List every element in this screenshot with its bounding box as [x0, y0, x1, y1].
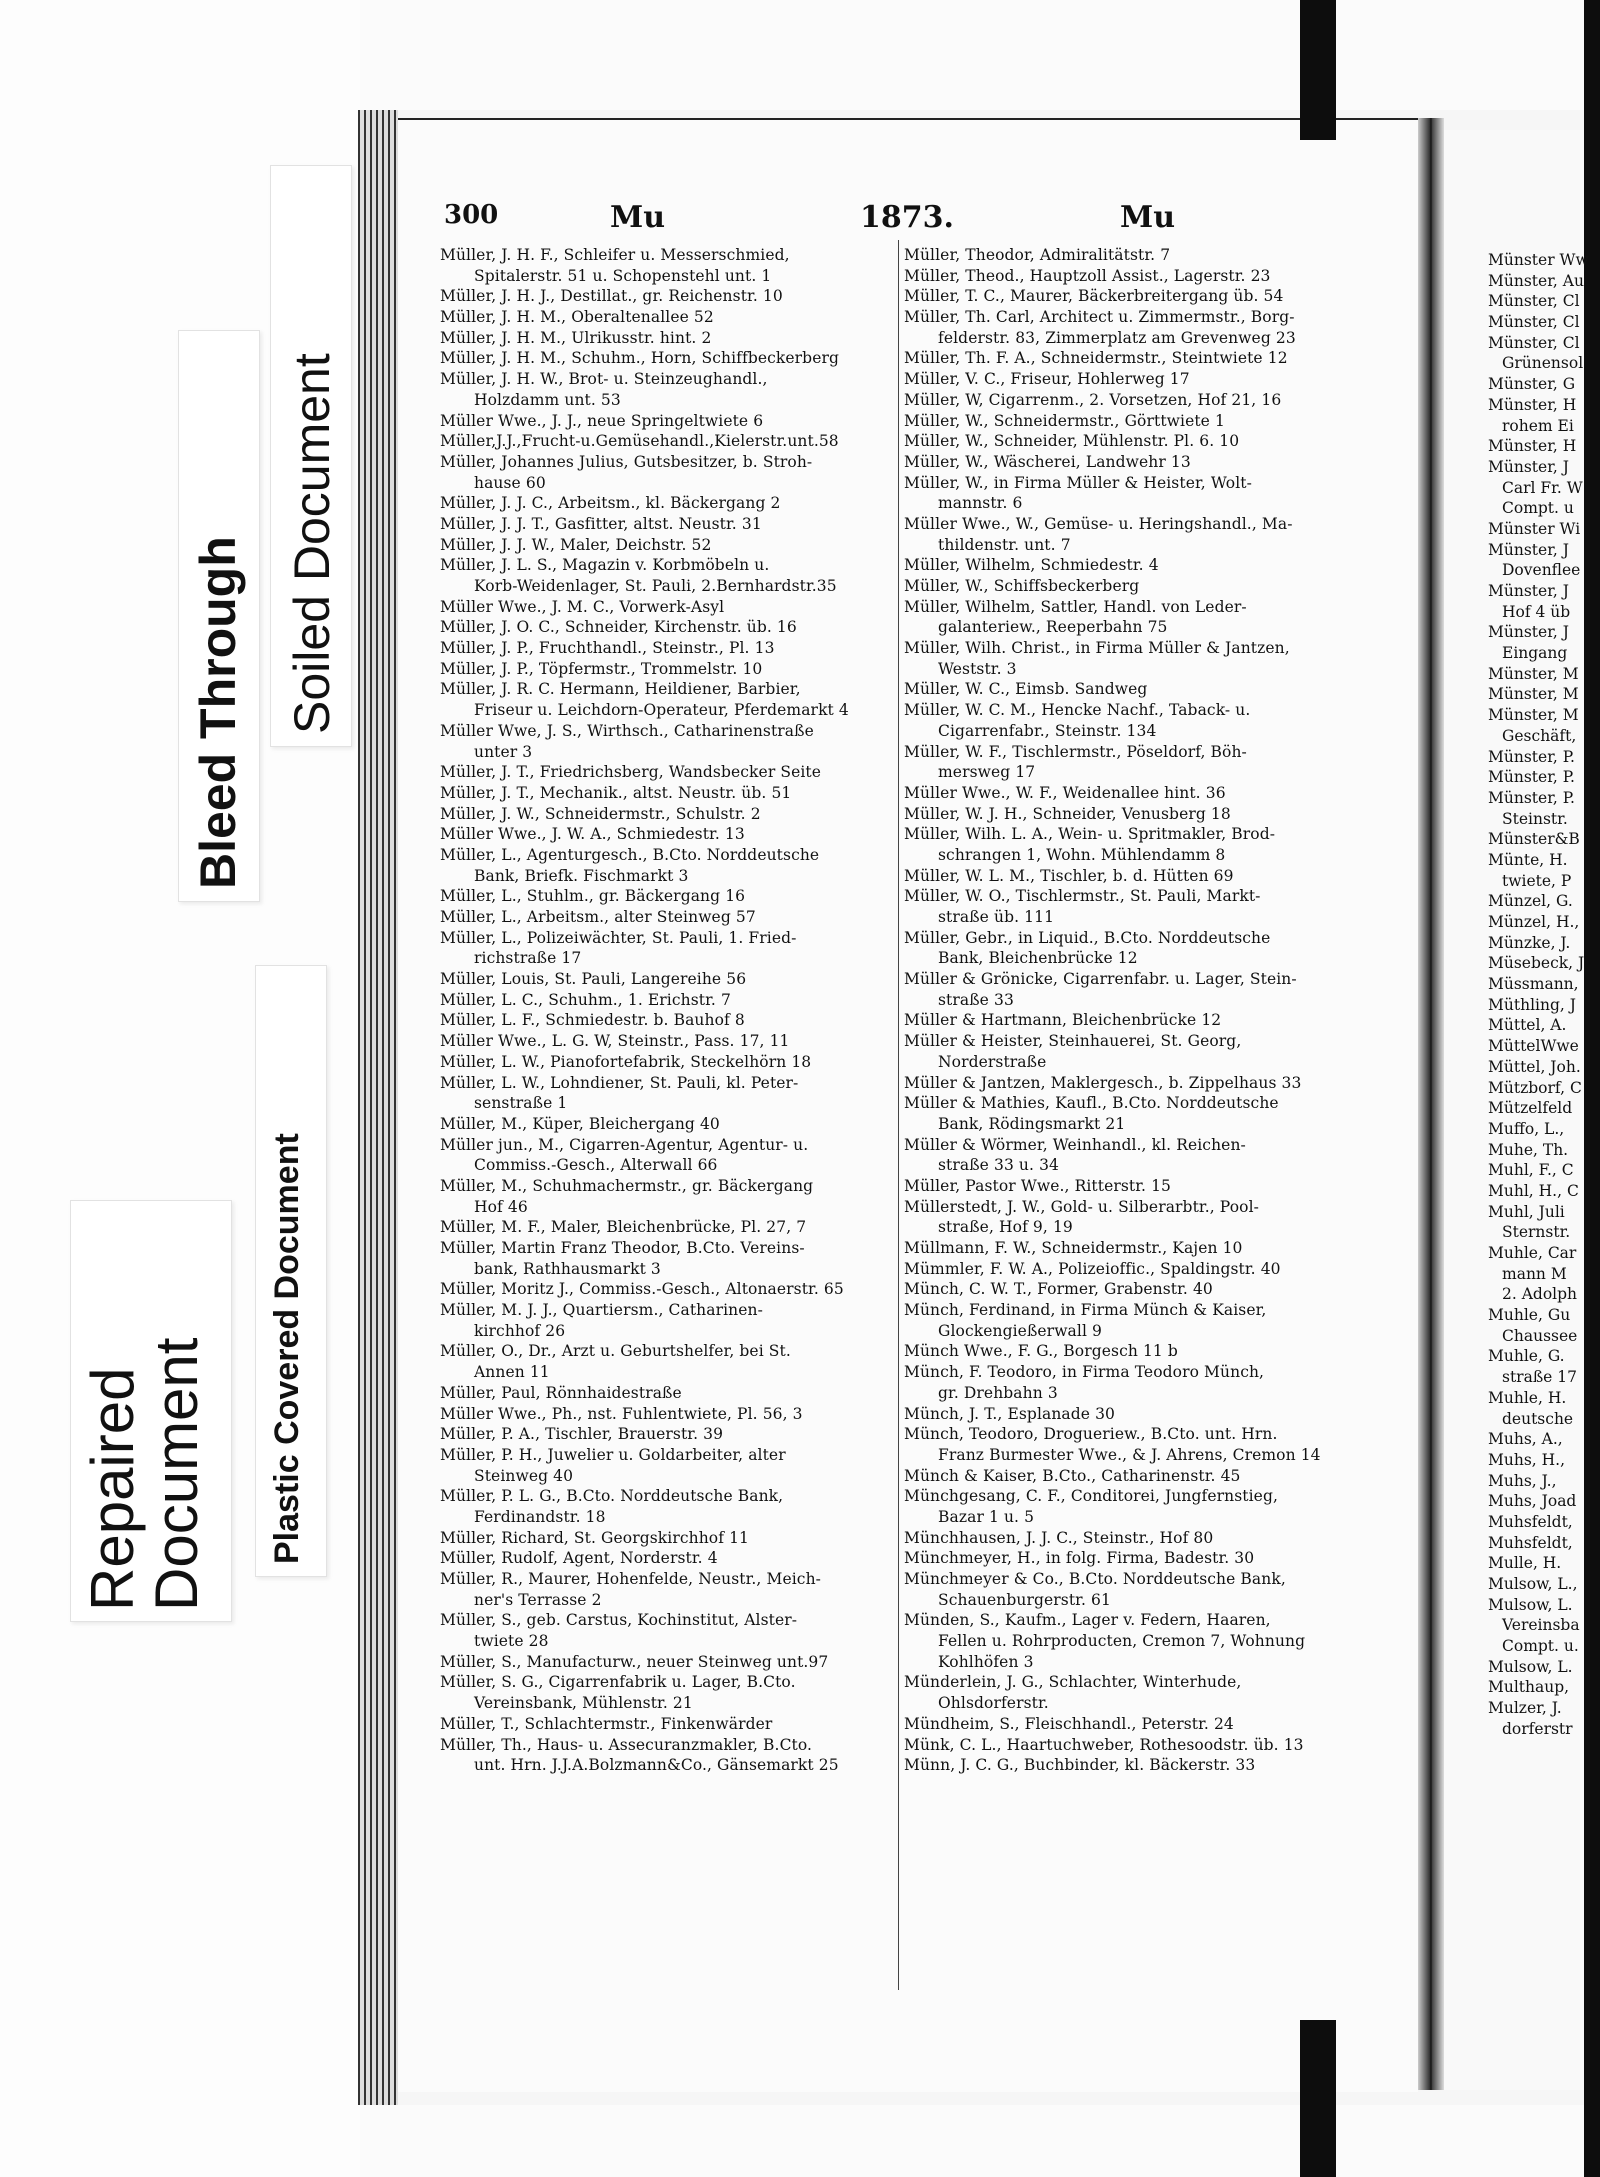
entry-continuation: Glockengießerwall 9: [938, 1321, 1102, 1340]
directory-entry: Müller, J. P., Töpfermstr., Trommelstr. 10: [440, 659, 763, 678]
entry-continuation: Steinweg 40: [474, 1466, 574, 1485]
left-column: [440, 245, 894, 1776]
entry-continuation: Vereinsbank, Mühlenstr. 21: [474, 1694, 693, 1713]
bleed-through-card: [178, 330, 260, 902]
directory-entry: Müller, J. H. M., Oberaltenallee 52: [440, 308, 714, 327]
directory-entry: Müller, W., in Firma Müller & Heister, Wolt-: [904, 473, 1252, 492]
directory-entry: Münchmeyer, H., in folg. Firma, Badestr. 30: [904, 1549, 1255, 1568]
entry-continuation: ner's Terrasse 2: [474, 1590, 602, 1609]
directory-entry: Müller, T. C., Maurer, Bäckerbreitergang üb. 54: [904, 287, 1284, 306]
entry-continuation: Bank, Bleichenbrücke 12: [938, 949, 1138, 968]
entry-continuation: Carl Fr. W: [1502, 478, 1583, 497]
entry-continuation: unter 3: [474, 742, 533, 761]
entry-continuation: schrangen 1, Wohn. Mühlendamm 8: [938, 845, 1226, 864]
directory-entry: Müller, J. H. F., Schleifer u. Messerschmied,: [440, 246, 790, 264]
directory-entry: Müller, J. O. C., Schneider, Kirchenstr. üb. 16: [440, 618, 797, 637]
entry-continuation: Commiss.-Gesch., Alterwall 66: [474, 1156, 718, 1175]
directory-entry: Müller, W, Cigarrenm., 2. Vorsetzen, Hof 21, 16: [904, 390, 1282, 409]
directory-entry: Müller, L., Agenturgesch., B.Cto. Norddeutsche: [440, 845, 820, 864]
directory-entry: Muhle, Car: [1488, 1244, 1577, 1262]
plastic-covered-document-label: Plastic Covered Document: [268, 1133, 306, 1564]
directory-entry: Müller & Mathies, Kaufl., B.Cto. Norddeutsche: [904, 1094, 1279, 1113]
directory-entry: Münch, C. W. T., Former, Grabenstr. 40: [904, 1280, 1213, 1299]
directory-entry: Münch & Kaiser, B.Cto., Catharinenstr. 45: [904, 1466, 1241, 1485]
entry-continuation: 2. Adolph: [1502, 1285, 1578, 1304]
directory-entry: Müller, Wilhelm, Schmiedestr. 4: [904, 556, 1159, 575]
entry-continuation: Friseur u. Leichdorn-Operateur, Pferdemarkt 4: [474, 701, 849, 720]
entry-continuation: Eingang: [1502, 644, 1568, 663]
entry-continuation: mann M: [1502, 1264, 1567, 1283]
entry-continuation: Bank, Briefk. Fischmarkt 3: [474, 866, 689, 885]
directory-entry: Müller, Johannes Julius, Gutsbesitzer, b. Stroh-: [440, 452, 813, 471]
directory-entry: Mulsow, L.: [1488, 1657, 1573, 1676]
directory-entry: Müller, W., Schneider, Mühlenstr. Pl. 6. 10: [904, 432, 1240, 451]
directory-entry: Muhs, H.,: [1488, 1450, 1566, 1469]
directory-entry: Müller, S., geb. Carstus, Kochinstitut, Alster-: [440, 1611, 798, 1630]
entry-continuation: Steinstr.: [1502, 809, 1568, 828]
directory-entry: Münster, Cl: [1488, 333, 1580, 352]
directory-entry: Müller, S., Manufacturw., neuer Steinweg unt.97: [440, 1652, 829, 1671]
directory-entry: Mulsow, L.: [1488, 1595, 1573, 1614]
directory-entry: Müssmann,: [1488, 975, 1579, 994]
directory-entry: Müller, L. F., Schmiedestr. b. Bauhof 8: [440, 1011, 745, 1030]
directory-entry: Münster, P.: [1488, 788, 1575, 807]
entry-continuation: thildenstr. unt. 7: [938, 535, 1071, 554]
directory-entry: Müller, Theod., Hauptzoll Assist., Lagerstr. 23: [904, 266, 1271, 285]
entry-continuation: Norderstraße: [938, 1052, 1047, 1071]
directory-entry: Müller, M. J. J., Quartiersm., Catharinen-: [440, 1301, 763, 1320]
directory-entry: Münchhausen, J. J. C., Steinstr., Hof 80: [904, 1528, 1214, 1547]
entry-continuation: gr. Drehbahn 3: [938, 1383, 1058, 1402]
directory-entry: Müller & Heister, Steinhauerei, St. Georg,: [904, 1032, 1242, 1051]
entry-continuation: Compt. u: [1502, 499, 1574, 518]
book-gutter: [1418, 118, 1444, 2090]
directory-entry: Münster, M: [1488, 706, 1579, 725]
entry-continuation: mannstr. 6: [938, 494, 1023, 513]
directory-entry: Münster, J: [1488, 457, 1569, 476]
directory-entry: Müller Wwe., Ph., nst. Fuhlentwiete, Pl. 56, 3: [440, 1404, 803, 1423]
directory-entry: Müller, J. R. C. Hermann, Heildiener, Barbier,: [440, 680, 801, 699]
right-margin-dark-strip-bottom: [1300, 2020, 1336, 2177]
directory-entry: Müller, Pastor Wwe., Ritterstr. 15: [904, 1176, 1172, 1195]
directory-entry: Müller, Louis, St. Pauli, Langereihe 56: [440, 970, 747, 989]
directory-entry: Müller, J. H. M., Ulrikusstr. hint. 2: [440, 328, 712, 347]
directory-entry: Müller, O., Dr., Arzt u. Geburtshelfer, bei St.: [440, 1342, 791, 1361]
directory-entry: Münster, Cl: [1488, 313, 1580, 332]
directory-entry: Müller & Wörmer, Weinhandl., kl. Reichen-: [904, 1135, 1246, 1154]
entry-continuation: twiete 28: [474, 1632, 549, 1651]
directory-entry: Münzel, G.: [1488, 892, 1573, 911]
directory-entry: Münster&B: [1488, 830, 1580, 849]
directory-entry: Münch, Ferdinand, in Firma Münch & Kaiser,: [904, 1301, 1267, 1320]
directory-entry: Müller, Wilh. Christ., in Firma Müller & Jantzen,: [904, 639, 1290, 658]
directory-entry: Müller Wwe., W., Gemüse- u. Heringshandl., Ma-: [904, 514, 1293, 533]
directory-entry: Müller Wwe., L. G. W, Steinstr., Pass. 17, 11: [440, 1032, 790, 1051]
directory-entry: Muhs, J.,: [1488, 1471, 1557, 1490]
directory-entry: Münster, P.: [1488, 747, 1575, 766]
directory-entry: Müller, J. W., Schneidermstr., Schulstr. 2: [440, 804, 761, 823]
directory-entry: Mützelfeld: [1488, 1099, 1573, 1118]
directory-entry: Münch, F. Teodoro, in Firma Teodoro Münch,: [904, 1363, 1265, 1382]
entry-continuation: bank, Rathhausmarkt 3: [474, 1259, 661, 1278]
entry-continuation: Chaussee: [1502, 1326, 1578, 1345]
directory-entry: Münchgesang, C. F., Conditorei, Jungfernstieg,: [904, 1487, 1279, 1506]
entry-continuation: felderstr. 83, Zimmerplatz am Grevenweg 23: [938, 328, 1296, 347]
soiled-document-card: [270, 165, 352, 747]
directory-entry: Multhaup,: [1488, 1678, 1570, 1697]
directory-entry: Münster, M: [1488, 685, 1579, 704]
directory-entry: Müller jun., M., Cigarren-Agentur, Agentur- u.: [440, 1135, 809, 1154]
entry-continuation: deutsche: [1502, 1409, 1574, 1428]
entry-continuation: straße, Hof 9, 19: [938, 1218, 1073, 1237]
entry-continuation: Dovenflee: [1502, 561, 1581, 580]
directory-entry: Münster Wi: [1488, 519, 1581, 538]
directory-entry: Mulsow, L.,: [1488, 1575, 1578, 1593]
directory-entry: Mulle, H.: [1488, 1554, 1562, 1573]
page-edges: [358, 110, 398, 2105]
directory-entry: Mulzer, J.: [1488, 1699, 1562, 1718]
directory-entry: Münster, Cl: [1488, 292, 1580, 311]
directory-entry: Müller, W. L. M., Tischler, b. d. Hütten 69: [904, 866, 1234, 885]
directory-entry: Müller & Jantzen, Maklergesch., b. Zippelhaus 33: [904, 1073, 1302, 1092]
directory-entry: Müller, W. F., Tischlermstr., Pöseldorf, Böh-: [904, 742, 1247, 761]
right-margin-dark-strip-top: [1300, 0, 1336, 140]
directory-entry: Müller, J. H. W., Brot- u. Steinzeughandl.,: [440, 370, 768, 389]
entry-continuation: Spitalerstr. 51 u. Schopenstehl unt. 1: [474, 266, 772, 285]
directory-entry: Muhs, A.,: [1488, 1430, 1563, 1449]
directory-entry: Müller, W. C., Eimsb. Sandweg: [904, 680, 1148, 699]
directory-entry: Münch Wwe., F. G., Borgesch 11 b: [904, 1342, 1178, 1361]
directory-entry: Münch, J. T., Esplanade 30: [904, 1404, 1116, 1423]
directory-entry: Müller, Th. F. A., Schneidermstr., Steintwiete 12: [904, 349, 1288, 368]
right-page-column: [1488, 250, 1600, 1740]
directory-entry: Müttel, A.: [1488, 1016, 1567, 1035]
entry-continuation: straße 33: [938, 990, 1014, 1009]
soiled-document-label: Soiled Document: [284, 353, 340, 734]
directory-entry: Münk, C. L., Haartuchweber, Rothesoodstr. üb. 13: [904, 1735, 1304, 1754]
entry-continuation: straße 33 u. 34: [938, 1156, 1059, 1175]
plastic-covered-document-card: [255, 965, 327, 1577]
directory-entry: Müllerstedt, J. W., Gold- u. Silberarbtr., Pool-: [904, 1197, 1259, 1216]
entry-continuation: Hof 46: [474, 1197, 528, 1216]
entry-continuation: Compt. u.: [1502, 1637, 1579, 1656]
entry-continuation: straße 17: [1502, 1368, 1578, 1387]
entry-continuation: Franz Burmester Wwe., & J. Ahrens, Cremon 14: [938, 1445, 1321, 1464]
directory-entry: Müller, T., Schlachtermstr., Finkenwärder: [440, 1714, 773, 1733]
directory-entry: Müller, J. T., Friedrichsberg, Wandsbecker Seite: [440, 763, 821, 782]
directory-entry: Münster, Au: [1488, 271, 1584, 290]
directory-entry: Münster, P.: [1488, 768, 1575, 787]
entry-continuation: unt. Hrn. J.J.A.Bolzmann&Co., Gänsemarkt 25: [474, 1756, 839, 1775]
directory-entry: Müller, P. A., Tischler, Brauerstr. 39: [440, 1425, 724, 1444]
middle-column: [904, 245, 1356, 1776]
directory-entry: Muhl, Juli: [1488, 1202, 1565, 1221]
entry-continuation: richstraße 17: [474, 949, 582, 968]
entry-continuation: mersweg 17: [938, 763, 1036, 782]
directory-entry: Mümmler, F. W. A., Polizeioffic., Spaldingstr. 40: [904, 1259, 1281, 1278]
entry-continuation: kirchhof 26: [474, 1321, 566, 1340]
header-abbrev-right: Mu: [1120, 200, 1176, 235]
entry-continuation: Schauenburgerstr. 61: [938, 1590, 1111, 1609]
directory-entry: Müllmann, F. W., Schneidermstr., Kajen 10: [904, 1239, 1243, 1257]
directory-entry: Münster, G: [1488, 375, 1576, 394]
directory-entry: Münster, M: [1488, 664, 1579, 683]
directory-entry: Müller Wwe., J. W. A., Schmiedestr. 13: [440, 825, 745, 844]
entry-continuation: Kohlhöfen 3: [938, 1652, 1034, 1671]
directory-entry: Müthling, J: [1488, 995, 1576, 1014]
entry-continuation: Grünensol: [1502, 354, 1584, 373]
entry-continuation: Bazar 1 u. 5: [938, 1507, 1035, 1526]
entry-continuation: straße üb. 111: [938, 908, 1055, 926]
directory-entry: Müller, Paul, Rönnhaidestraße: [440, 1383, 682, 1402]
directory-entry: Müller,J.J.,Frucht-u.Gemüsehandl.,Kielerstr.unt.58: [440, 432, 839, 451]
directory-entry: Müller, Martin Franz Theodor, B.Cto. Vereins-: [440, 1239, 805, 1257]
directory-entry: Müller, W., Wäscherei, Landwehr 13: [904, 452, 1191, 471]
directory-entry: Münster, J: [1488, 540, 1569, 559]
running-header: [440, 200, 1380, 240]
directory-entry: Münzel, H.,: [1488, 913, 1580, 931]
directory-entry: Muhl, F., C: [1488, 1161, 1574, 1180]
directory-entry: Müller, M., Küper, Bleichergang 40: [440, 1114, 720, 1133]
directory-entry: Muhe, Th.: [1488, 1140, 1569, 1159]
directory-entry: Müller, M. F., Maler, Bleichenbrücke, Pl. 27, 7: [440, 1218, 807, 1237]
repaired-document-card: [70, 1200, 232, 1622]
directory-entry: Münster, H: [1488, 395, 1577, 414]
directory-entry: Muhsfeldt,: [1488, 1512, 1573, 1531]
entry-continuation: twiete, P: [1502, 871, 1572, 890]
directory-entry: Müller, W., Schneidermstr., Görttwiete 1: [904, 411, 1225, 430]
directory-entry: Müller, L., Arbeitsm., alter Steinweg 57: [440, 908, 756, 926]
entry-continuation: Vereinsba: [1502, 1616, 1580, 1635]
page-number: 300: [444, 200, 499, 230]
directory-entry: Müller, L. W., Pianofortefabrik, Steckelhörn 18: [440, 1052, 812, 1071]
directory-entry: Müller, Theodor, Admiralitätstr. 7: [904, 246, 1171, 264]
entry-continuation: Korb-Weidenlager, St. Pauli, 2.Bernhardstr.35: [474, 577, 837, 595]
directory-entry: Müller, J. T., Mechanik., altst. Neustr. üb. 51: [440, 783, 792, 802]
directory-entry: Müller & Hartmann, Bleichenbrücke 12: [904, 1011, 1222, 1030]
directory-entry: Müller, W., Schiffsbeckerberg: [904, 577, 1140, 595]
directory-entry: Müller, J. L. S., Magazin v. Korbmöbeln u.: [440, 556, 770, 575]
directory-entry: Muhsfeldt,: [1488, 1533, 1573, 1552]
directory-entry: Müller, W. O., Tischlermstr., St. Pauli, Markt-: [904, 887, 1261, 906]
directory-entry: Müller, J. H. J., Destillat., gr. Reichenstr. 10: [440, 287, 783, 306]
directory-entry: Mützborf, C: [1488, 1078, 1582, 1097]
directory-entry: Mündheim, S., Fleischhandl., Peterstr. 24: [904, 1714, 1234, 1733]
directory-entry: MüttelWwe: [1488, 1037, 1579, 1056]
directory-entry: Münn, J. C. G., Buchbinder, kl. Bäckerstr. 33: [904, 1756, 1256, 1775]
directory-entry: Müller, Wilh. L. A., Wein- u. Spritmakler, Brod-: [904, 825, 1276, 844]
entry-continuation: Annen 11: [474, 1363, 550, 1382]
directory-entry: Muhle, G.: [1488, 1347, 1565, 1366]
directory-entry: Münster Ww: [1488, 251, 1589, 269]
directory-entry: Müller, Moritz J., Commiss.-Gesch., Altonaerstr. 65: [440, 1280, 844, 1299]
directory-entry: Müller, J. H. M., Schuhm., Horn, Schiffbeckerberg: [440, 349, 839, 368]
directory-entry: Muhs, Joad: [1488, 1492, 1577, 1511]
directory-entry: Müller Wwe, J. S., Wirthsch., Catharinenstraße: [440, 721, 814, 740]
directory-entry: Müsebeck, J: [1488, 954, 1585, 973]
directory-entry: Müller, Gebr., in Liquid., B.Cto. Norddeutsche: [904, 928, 1271, 947]
directory-entry: Müller Wwe., J. M. C., Vorwerk-Asyl: [440, 597, 725, 616]
entry-continuation: senstraße 1: [474, 1094, 568, 1113]
header-year: 1873.: [860, 200, 954, 235]
directory-entry: Münster, J: [1488, 623, 1569, 642]
header-abbrev-left: Mu: [610, 200, 666, 235]
directory-entry: Müller, L. W., Lohndiener, St. Pauli, kl. Peter-: [440, 1073, 799, 1092]
directory-entry: Müller, P. L. G., B.Cto. Norddeutsche Bank,: [440, 1487, 784, 1506]
directory-entry: Münster, H: [1488, 437, 1577, 456]
entry-continuation: Geschäft,: [1502, 726, 1577, 745]
bleed-through-label: Bleed Through: [190, 536, 246, 889]
directory-entry: Müttel, Joh.: [1488, 1057, 1581, 1076]
directory-entry: Müller, J. P., Fruchthandl., Steinstr., Pl. 13: [440, 639, 775, 658]
entry-continuation: Weststr. 3: [938, 659, 1017, 678]
directory-entry: Müller, Richard, St. Georgskirchhof 11: [440, 1528, 750, 1547]
entry-continuation: rohem Ei: [1502, 416, 1574, 435]
directory-entry: Münster, J: [1488, 582, 1569, 600]
directory-entry: Münte, H.: [1488, 850, 1568, 869]
directory-entry: Müller Wwe., W. F., Weidenallee hint. 36: [904, 783, 1226, 802]
entry-continuation: Fellen u. Rohrproducten, Cremon 7, Wohnung: [938, 1632, 1306, 1651]
directory-entry: Müller, J. J. W., Maler, Deichstr. 52: [440, 535, 712, 554]
entry-continuation: Ferdinandstr. 18: [474, 1507, 606, 1526]
directory-entry: Müller, L. C., Schuhm., 1. Erichstr. 7: [440, 990, 731, 1009]
directory-entry: Muhle, Gu: [1488, 1306, 1571, 1325]
directory-entry: Muhl, H., C: [1488, 1181, 1579, 1200]
directory-entry: Müller, R., Maurer, Hohenfelde, Neustr., Meich-: [440, 1570, 821, 1588]
directory-entry: Münderlein, J. G., Schlachter, Winterhude,: [904, 1673, 1242, 1692]
directory-entry: Münden, S., Kaufm., Lager v. Federn, Haaren,: [904, 1611, 1271, 1630]
entry-continuation: Holzdamm unt. 53: [474, 390, 621, 409]
directory-entry: Münch, Teodoro, Drogueriew., B.Cto. unt. Hrn.: [904, 1425, 1278, 1444]
directory-entry: Müller, M., Schuhmachermstr., gr. Bäckergang: [440, 1176, 814, 1195]
entry-continuation: Hof 4 üb: [1502, 602, 1571, 621]
repaired-document-label: Repaired Document: [79, 1337, 210, 1611]
entry-continuation: Sternstr.: [1502, 1223, 1571, 1242]
directory-entry: Müller Wwe., J. J., neue Springeltwiete 6: [440, 411, 764, 430]
directory-entry: Müller, Th., Haus- u. Assecuranzmakler, B.Cto.: [440, 1735, 813, 1754]
directory-entry: Müller & Grönicke, Cigarrenfabr. u. Lager, Stein-: [904, 970, 1297, 989]
entry-continuation: Ohlsdorferstr.: [938, 1694, 1049, 1713]
directory-entry: Müller, W. C. M., Hencke Nachf., Taback- u.: [904, 701, 1251, 720]
directory-entry: Müller, J. J. T., Gasfitter, altst. Neustr. 31: [440, 514, 762, 533]
directory-entry: Müller, P. H., Juwelier u. Goldarbeiter, alter: [440, 1445, 786, 1464]
directory-entry: Müller, V. C., Friseur, Hohlerweg 17: [904, 370, 1190, 389]
directory-entry: Müller, Th. Carl, Architect u. Zimmermstr., Borg-: [904, 308, 1295, 327]
entry-continuation: galanteriew., Reeperbahn 75: [938, 618, 1168, 637]
directory-entry: Müller, J. J. C., Arbeitsm., kl. Bäckergang 2: [440, 494, 781, 513]
entry-continuation: Bank, Rödingsmarkt 21: [938, 1114, 1126, 1133]
directory-entry: Münzke, J.: [1488, 933, 1571, 952]
directory-entry: Müller, W. J. H., Schneider, Venusberg 18: [904, 804, 1231, 823]
entry-continuation: Cigarrenfabr., Steinstr. 134: [938, 721, 1157, 740]
directory-entry: Muffo, L.,: [1488, 1119, 1565, 1138]
directory-entry: Müller, Wilhelm, Sattler, Handl. von Leder-: [904, 597, 1247, 616]
directory-entry: Müller, L., Polizeiwächter, St. Pauli, 1. Fried-: [440, 928, 797, 947]
directory-entry: Müller, Rudolf, Agent, Norderstr. 4: [440, 1549, 718, 1568]
directory-entry: Müller, S. G., Cigarrenfabrik u. Lager, B.Cto.: [440, 1673, 796, 1692]
entry-continuation: dorferstr: [1502, 1719, 1573, 1738]
entry-continuation: hause 60: [474, 473, 546, 492]
directory-entry: Muhle, H.: [1488, 1388, 1567, 1407]
column-divider: [898, 240, 899, 1990]
directory-entry: Münchmeyer & Co., B.Cto. Norddeutsche Bank,: [904, 1570, 1286, 1588]
directory-entry: Müller, L., Stuhlm., gr. Bäckergang 16: [440, 887, 746, 906]
